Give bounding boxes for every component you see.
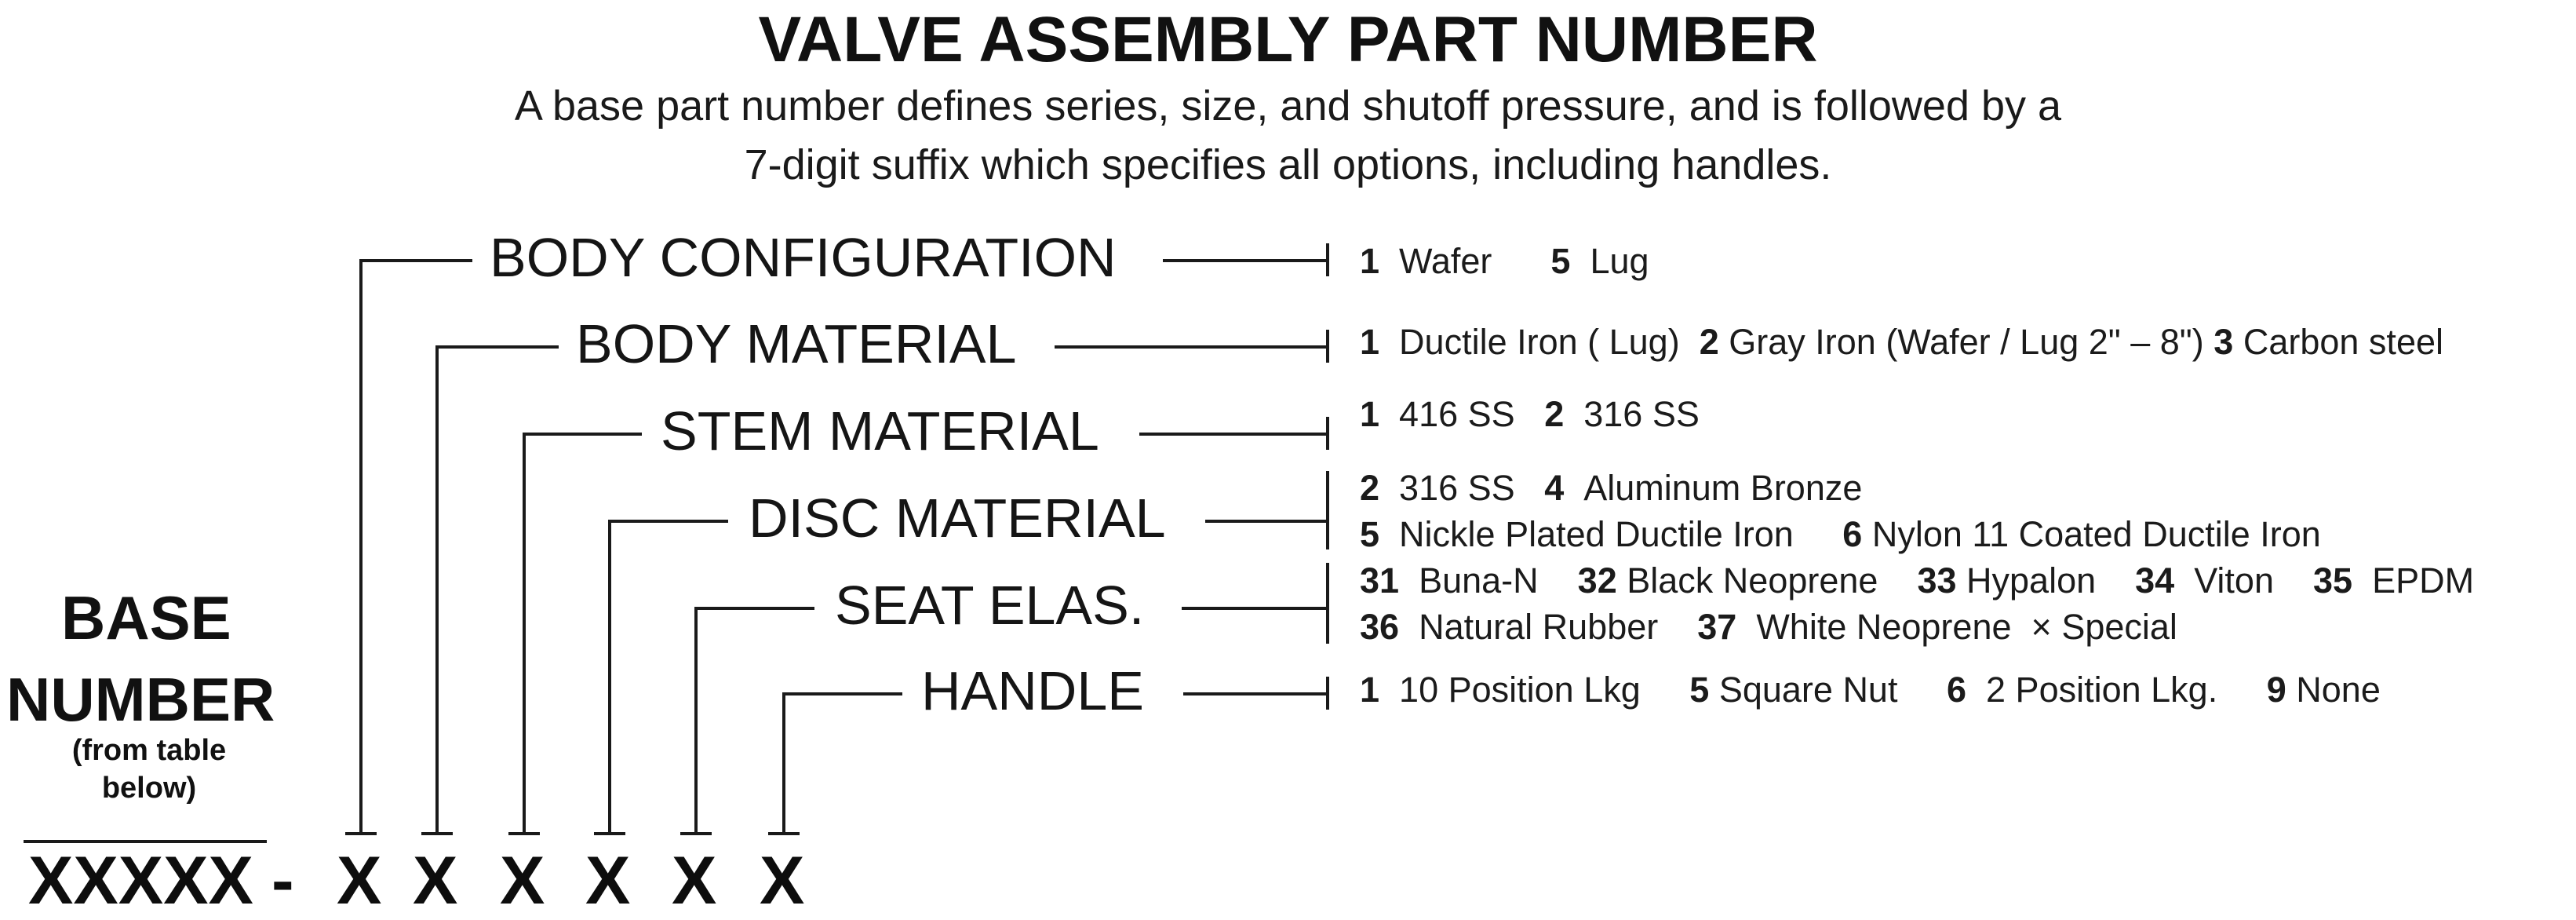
base-note-line-1: (from table [71, 734, 227, 767]
option-code: × [2031, 607, 2052, 647]
option-code: 1 [1360, 241, 1380, 281]
option-text: Viton [2194, 560, 2274, 601]
options-stem-material [1360, 394, 1700, 435]
digit-handle: X [760, 843, 805, 918]
option-code: 34 [2135, 560, 2175, 601]
base-note-line-2: below) [101, 772, 197, 805]
options-disc-material-row-1 [1360, 468, 1862, 509]
option-text: Nylon 11 Coated Ductile Iron [1871, 514, 2321, 554]
option-text: Special [2061, 607, 2177, 647]
category-label-stem-material: STEM MATERIAL [661, 400, 1099, 462]
option-text: 316 SS [1399, 468, 1515, 508]
options-body-material [1360, 322, 2443, 363]
base-label-line-1: BASE [61, 583, 231, 652]
option-code: 2 [1699, 322, 1719, 362]
base-label-line-2: NUMBER [6, 665, 275, 734]
option-text: Wafer [1399, 241, 1492, 281]
option-text: Nickle Plated Ductile Iron [1399, 514, 1794, 554]
digit-stem-material: X [500, 843, 545, 918]
option-code: 6 [1946, 670, 1967, 710]
option-text: Square Nut [1718, 670, 1898, 710]
option-code: 32 [1577, 560, 1617, 601]
category-label-disc-material: DISC MATERIAL [749, 487, 1166, 549]
option-code: 6 [1842, 514, 1863, 554]
option-code: 3 [2213, 322, 2234, 362]
option-code: 4 [1544, 468, 1565, 508]
option-text: Gray Iron (Wafer / Lug 2" – 8") [1729, 322, 2204, 362]
option-code: 37 [1697, 607, 1737, 647]
option-text: White Neoprene [1756, 607, 2012, 647]
option-text: Black Neoprene [1627, 560, 1878, 601]
category-label-body-configuration: BODY CONFIGURATION [490, 227, 1117, 288]
category-label-body-material: BODY MATERIAL [576, 313, 1017, 374]
option-text: Carbon steel [2243, 322, 2443, 362]
leader-stem-material [524, 434, 642, 832]
option-text: 2 Position Lkg. [1986, 670, 2218, 710]
base-number-placeholder: XXXXX [28, 843, 253, 918]
option-text: Aluminum Bronze [1583, 468, 1863, 508]
option-text: Natural Rubber [1419, 607, 1659, 647]
diagram-title: VALVE ASSEMBLY PART NUMBER [758, 4, 1818, 75]
option-code: 2 [1544, 394, 1565, 434]
options-seat-elas-row-1 [1360, 560, 2474, 601]
digit-body-configuration: X [337, 843, 382, 918]
digit-body-material: X [413, 843, 458, 918]
options-body-configuration [1360, 241, 1649, 282]
option-code: 1 [1360, 322, 1380, 362]
option-code: 9 [2266, 670, 2286, 710]
leader-body-material [437, 347, 559, 832]
option-code: 35 [2313, 560, 2353, 601]
option-code: 31 [1360, 560, 1400, 601]
option-text: Buna-N [1419, 560, 1539, 601]
option-text: 316 SS [1583, 394, 1700, 434]
options-disc-material-row-2 [1360, 514, 2321, 555]
option-code: 33 [1917, 560, 1957, 601]
option-text: Hypalon [1966, 560, 2097, 601]
option-code: 1 [1360, 394, 1380, 434]
options-handle [1360, 670, 2381, 710]
leader-disc-material [610, 521, 728, 832]
option-code: 5 [1550, 241, 1571, 281]
category-label-handle: HANDLE [921, 660, 1144, 721]
option-code: 5 [1360, 514, 1380, 554]
option-code: 2 [1360, 468, 1380, 508]
option-text: 10 Position Lkg [1399, 670, 1641, 710]
option-code: 36 [1360, 607, 1400, 647]
digit-seat-elas: X [672, 843, 717, 918]
option-text: Lug [1590, 241, 1649, 281]
option-text: EPDM [2372, 560, 2475, 601]
option-code: 1 [1360, 670, 1380, 710]
digit-disc-material: X [585, 843, 631, 918]
option-text: Ductile Iron ( Lug) [1399, 322, 1680, 362]
category-label-seat-elas: SEAT ELAS. [835, 575, 1145, 636]
leader-seat-elas [696, 608, 814, 832]
option-text: 416 SS [1399, 394, 1515, 434]
leader-handle [784, 694, 902, 832]
part-number-dash: - [271, 843, 294, 918]
options-seat-elas-row-2 [1360, 607, 2177, 648]
option-text: None [2296, 670, 2381, 710]
subtitle-line-1: A base part number defines series, size, and shutoff pressure, and is followed by a [514, 82, 2062, 130]
subtitle-line-2: 7-digit suffix which specifies all options, including handles. [744, 141, 1832, 188]
option-code: 5 [1689, 670, 1710, 710]
